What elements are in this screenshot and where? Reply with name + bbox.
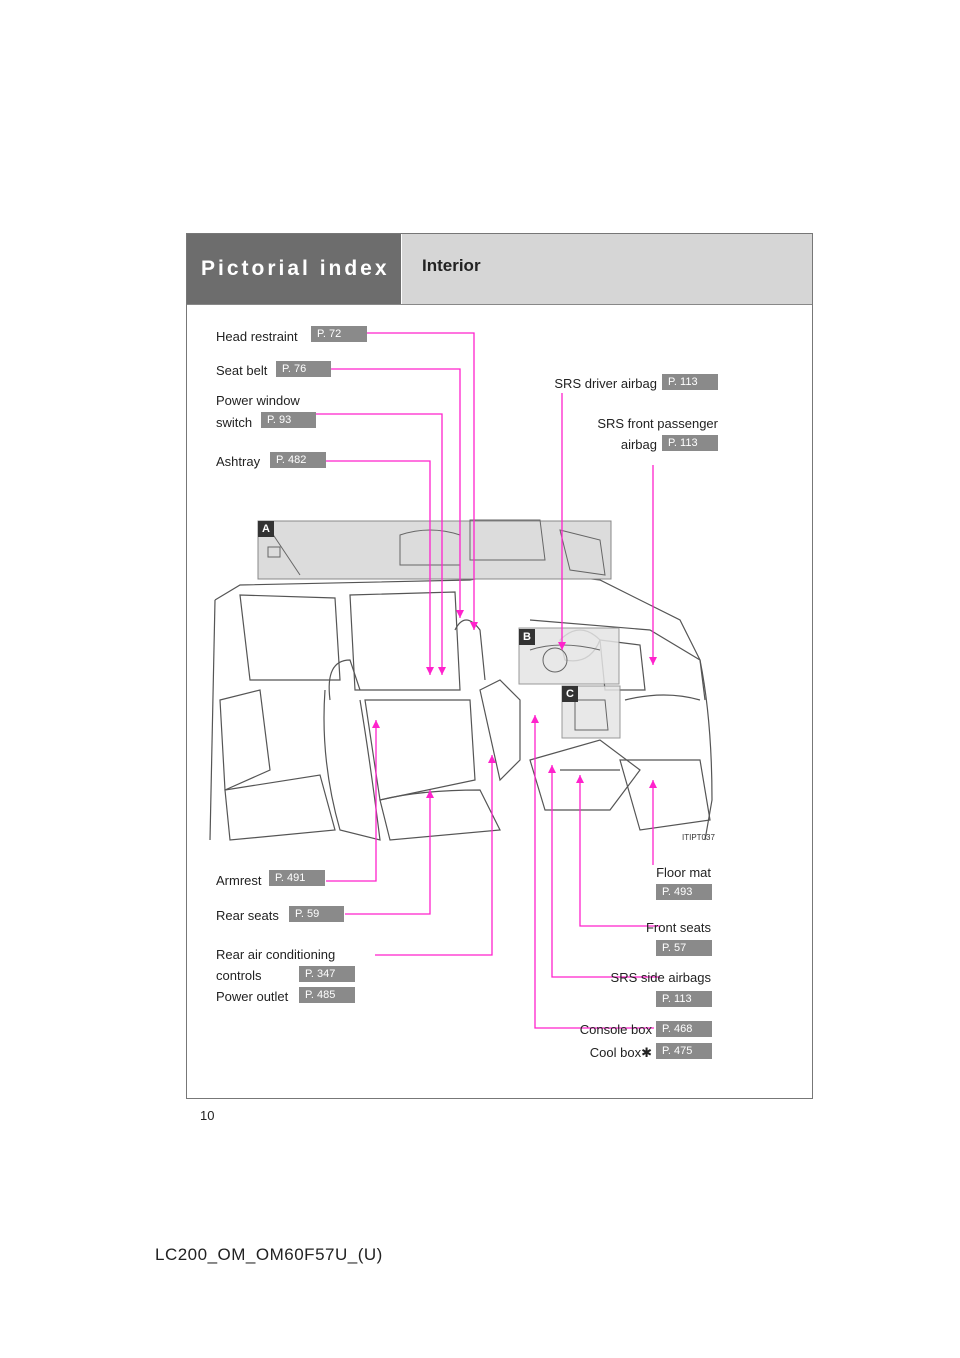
page-number: 10 bbox=[200, 1108, 215, 1123]
seat-belt-label: Seat belt bbox=[216, 363, 268, 378]
armrest-label: Armrest bbox=[216, 873, 262, 888]
cool-box-label: Cool box✱ bbox=[589, 1045, 652, 1060]
console-box-page[interactable]: P. 468 bbox=[656, 1021, 712, 1037]
inset-label-c: C bbox=[562, 686, 578, 702]
srs-side-airbags-page[interactable]: P. 113 bbox=[656, 991, 712, 1007]
rear-ac-label-line2: controls bbox=[216, 968, 262, 983]
cool-box-page[interactable]: P. 475 bbox=[656, 1043, 712, 1059]
seat-belt-page[interactable]: P. 76 bbox=[276, 361, 331, 377]
power-outlet-label: Power outlet bbox=[216, 989, 289, 1004]
head-restraint-label: Head restraint bbox=[216, 329, 298, 344]
srs-driver-airbag-page[interactable]: P. 113 bbox=[662, 374, 718, 390]
document-id: LC200_OM_OM60F57U_(U) bbox=[155, 1245, 383, 1264]
front-seats-label: Front seats bbox=[645, 920, 711, 935]
console-box-label: Console box bbox=[579, 1022, 652, 1037]
rear-seats-label: Rear seats bbox=[216, 908, 279, 923]
section-tab: Pictorial index bbox=[187, 234, 401, 304]
srs-front-passenger-page[interactable]: P. 113 bbox=[662, 435, 718, 451]
srs-front-passenger-label-line1: SRS front passenger bbox=[597, 416, 718, 431]
power-window-page[interactable]: P. 93 bbox=[261, 412, 316, 428]
inset-label-a: A bbox=[258, 521, 274, 537]
rear-seats-page[interactable]: P. 59 bbox=[289, 906, 344, 922]
floor-mat-page[interactable]: P. 493 bbox=[656, 884, 712, 900]
page-title: Interior bbox=[402, 234, 812, 304]
srs-driver-airbag-label: SRS driver airbag bbox=[554, 376, 657, 391]
srs-front-passenger-label-line2: airbag bbox=[620, 437, 657, 452]
head-restraint-page[interactable]: P. 72 bbox=[311, 326, 367, 342]
ashtray-page[interactable]: P. 482 bbox=[270, 452, 326, 468]
rear-ac-page[interactable]: P. 347 bbox=[299, 966, 355, 982]
rear-ac-label-line1: Rear air conditioning bbox=[216, 947, 336, 962]
front-seats-page[interactable]: P. 57 bbox=[656, 940, 712, 956]
floor-mat-label: Floor mat bbox=[656, 865, 711, 880]
power-window-label-line1: Power window bbox=[216, 393, 300, 408]
ashtray-label: Ashtray bbox=[216, 454, 261, 469]
inset-label-b: B bbox=[519, 629, 535, 645]
srs-side-airbags-label: SRS side airbags bbox=[610, 970, 711, 985]
armrest-page[interactable]: P. 491 bbox=[269, 870, 325, 886]
power-outlet-page[interactable]: P. 485 bbox=[299, 987, 355, 1003]
illustration-code: ITIPT037 bbox=[682, 833, 715, 842]
power-window-label-line2: switch bbox=[216, 415, 253, 430]
